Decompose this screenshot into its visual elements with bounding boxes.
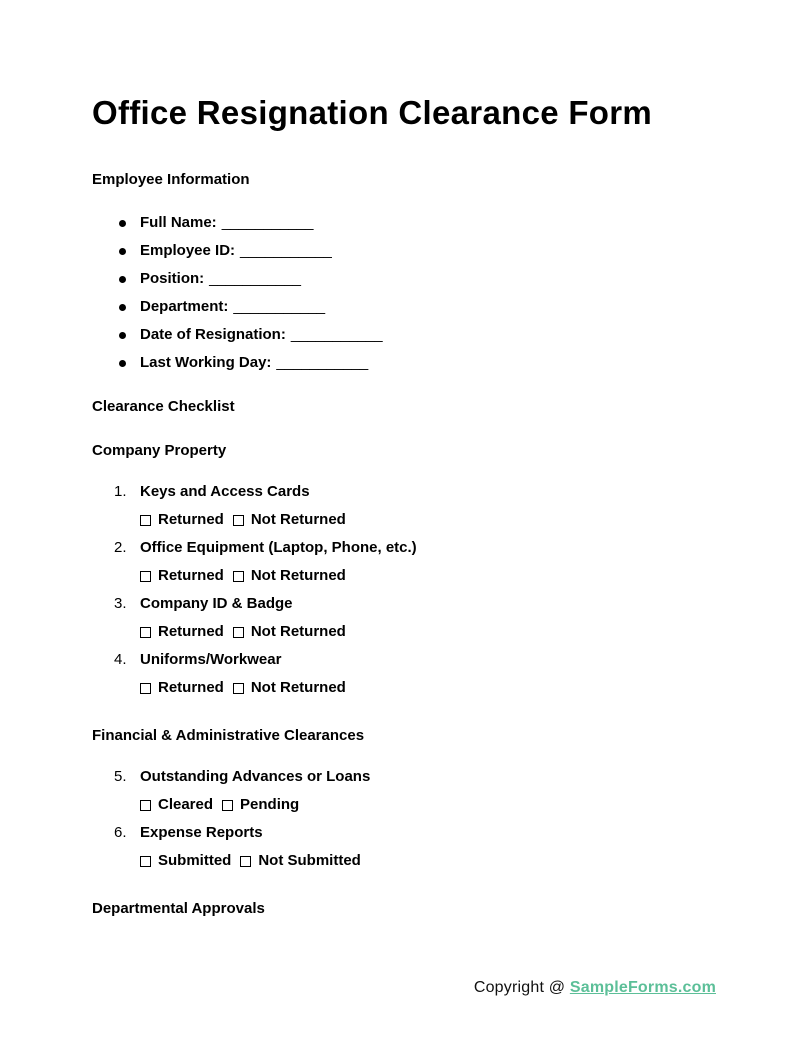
- checklist-item-title-row: [92, 646, 716, 674]
- checklist-item-expense-reports: [92, 819, 716, 875]
- field-department: [92, 293, 716, 321]
- checkbox-icon[interactable]: [222, 800, 233, 811]
- list-number: 2.: [114, 539, 127, 556]
- checklist-item-title-row: [92, 590, 716, 618]
- field-position: [92, 265, 716, 293]
- option-label: Returned: [158, 511, 224, 528]
- checklist-item-title: Expense Reports: [140, 824, 263, 841]
- checkbox-icon[interactable]: [233, 571, 244, 582]
- checklist-item-options-row: [92, 506, 716, 534]
- list-number: 5.: [114, 768, 127, 785]
- option-label: Returned: [158, 567, 224, 584]
- checkbox-icon[interactable]: [140, 856, 151, 867]
- checklist-item-title: Keys and Access Cards: [140, 483, 310, 500]
- field-label: Department:: [140, 298, 229, 315]
- checkbox-icon[interactable]: [140, 800, 151, 811]
- field-employee-id: [92, 237, 716, 265]
- bullet-cell: [92, 248, 140, 255]
- checklist-item-uniforms-workwear: [92, 646, 716, 702]
- checkbox-icon[interactable]: [140, 683, 151, 694]
- field-blank-line: ___________: [276, 354, 369, 371]
- checklist-item-title-row: [92, 819, 716, 847]
- section-heading-employee-information: Employee Information: [92, 171, 250, 188]
- field-blank-line: ___________: [240, 242, 332, 259]
- page-title: Office Resignation Clearance Form: [92, 94, 653, 131]
- checklist-item-office-equipment: [92, 534, 716, 590]
- field-last-working-day: [92, 349, 716, 377]
- checklist-item-options-row: [92, 791, 716, 819]
- field-label: Position:: [140, 270, 205, 287]
- checklist-item-title: Company ID & Badge: [140, 595, 293, 612]
- copyright-text: Copyright @: [473, 979, 566, 996]
- checklist-item-options-row: [92, 847, 716, 875]
- company-property-list: [92, 478, 716, 702]
- field-label: Last Working Day:: [140, 354, 272, 371]
- bullet-icon: [119, 220, 126, 227]
- bullet-icon: [119, 332, 126, 339]
- section-heading-clearance-checklist: Clearance Checklist: [92, 398, 235, 415]
- bullet-cell: [92, 276, 140, 283]
- checkbox-icon[interactable]: [140, 571, 151, 582]
- option-label: Returned: [158, 623, 224, 640]
- option-label: Not Returned: [250, 511, 346, 528]
- list-number: 1.: [114, 483, 127, 500]
- checklist-item-title: Uniforms/Workwear: [140, 651, 282, 668]
- checklist-item-keys-access-cards: [92, 478, 716, 534]
- option-label: Not Returned: [250, 567, 346, 584]
- option-label: Submitted: [158, 852, 232, 869]
- option-label: Returned: [158, 679, 224, 696]
- field-label: Employee ID:: [140, 242, 236, 259]
- checkbox-icon[interactable]: [233, 515, 244, 526]
- checkbox-icon[interactable]: [233, 683, 244, 694]
- checklist-item-company-id-badge: [92, 590, 716, 646]
- field-blank-line: ___________: [290, 326, 383, 343]
- option-label: Not Returned: [250, 679, 346, 696]
- checklist-item-title-row: [92, 534, 716, 562]
- field-label: Full Name:: [140, 214, 217, 231]
- bullet-cell: [92, 332, 140, 339]
- checklist-item-title-row: [92, 763, 716, 791]
- checklist-item-title: Office Equipment (Laptop, Phone, etc.): [140, 539, 417, 556]
- checklist-item-title-row: [92, 478, 716, 506]
- bullet-cell: [92, 304, 140, 311]
- bullet-icon: [119, 248, 126, 255]
- list-number: 4.: [114, 651, 127, 668]
- bullet-cell: [92, 220, 140, 227]
- checklist-item-outstanding-advances: [92, 763, 716, 819]
- checkbox-icon[interactable]: [140, 515, 151, 526]
- footer-copyright: [474, 979, 716, 997]
- option-label: Not Returned: [250, 623, 346, 640]
- checklist-item-options-row: [92, 562, 716, 590]
- bullet-icon: [119, 360, 126, 367]
- checklist-item-title: Outstanding Advances or Loans: [140, 768, 371, 785]
- checkbox-icon[interactable]: [140, 627, 151, 638]
- sampleforms-link[interactable]: SampleForms.com: [569, 979, 716, 996]
- employee-info-list: [92, 209, 716, 377]
- field-blank-line: ___________: [221, 214, 314, 231]
- section-heading-financial-clearances: Financial & Administrative Clearances: [92, 727, 365, 744]
- section-heading-company-property: Company Property: [92, 442, 227, 459]
- option-label: Not Submitted: [258, 852, 361, 869]
- checklist-item-options-row: [92, 674, 716, 702]
- checkbox-icon[interactable]: [233, 627, 244, 638]
- list-number: 3.: [114, 595, 127, 612]
- field-date-of-resignation: [92, 321, 716, 349]
- field-full-name: [92, 209, 716, 237]
- financial-clearances-list: [92, 763, 716, 875]
- bullet-icon: [119, 276, 126, 283]
- checklist-item-options-row: [92, 618, 716, 646]
- field-blank-line: ___________: [209, 270, 301, 287]
- bullet-cell: [92, 360, 140, 367]
- checkbox-icon[interactable]: [240, 856, 251, 867]
- option-label: Cleared: [158, 796, 214, 813]
- option-label: Pending: [240, 796, 300, 813]
- field-label: Date of Resignation:: [140, 326, 286, 343]
- section-heading-departmental-approvals: Departmental Approvals: [92, 900, 265, 917]
- list-number: 6.: [114, 824, 127, 841]
- field-blank-line: ___________: [233, 298, 326, 315]
- bullet-icon: [119, 304, 126, 311]
